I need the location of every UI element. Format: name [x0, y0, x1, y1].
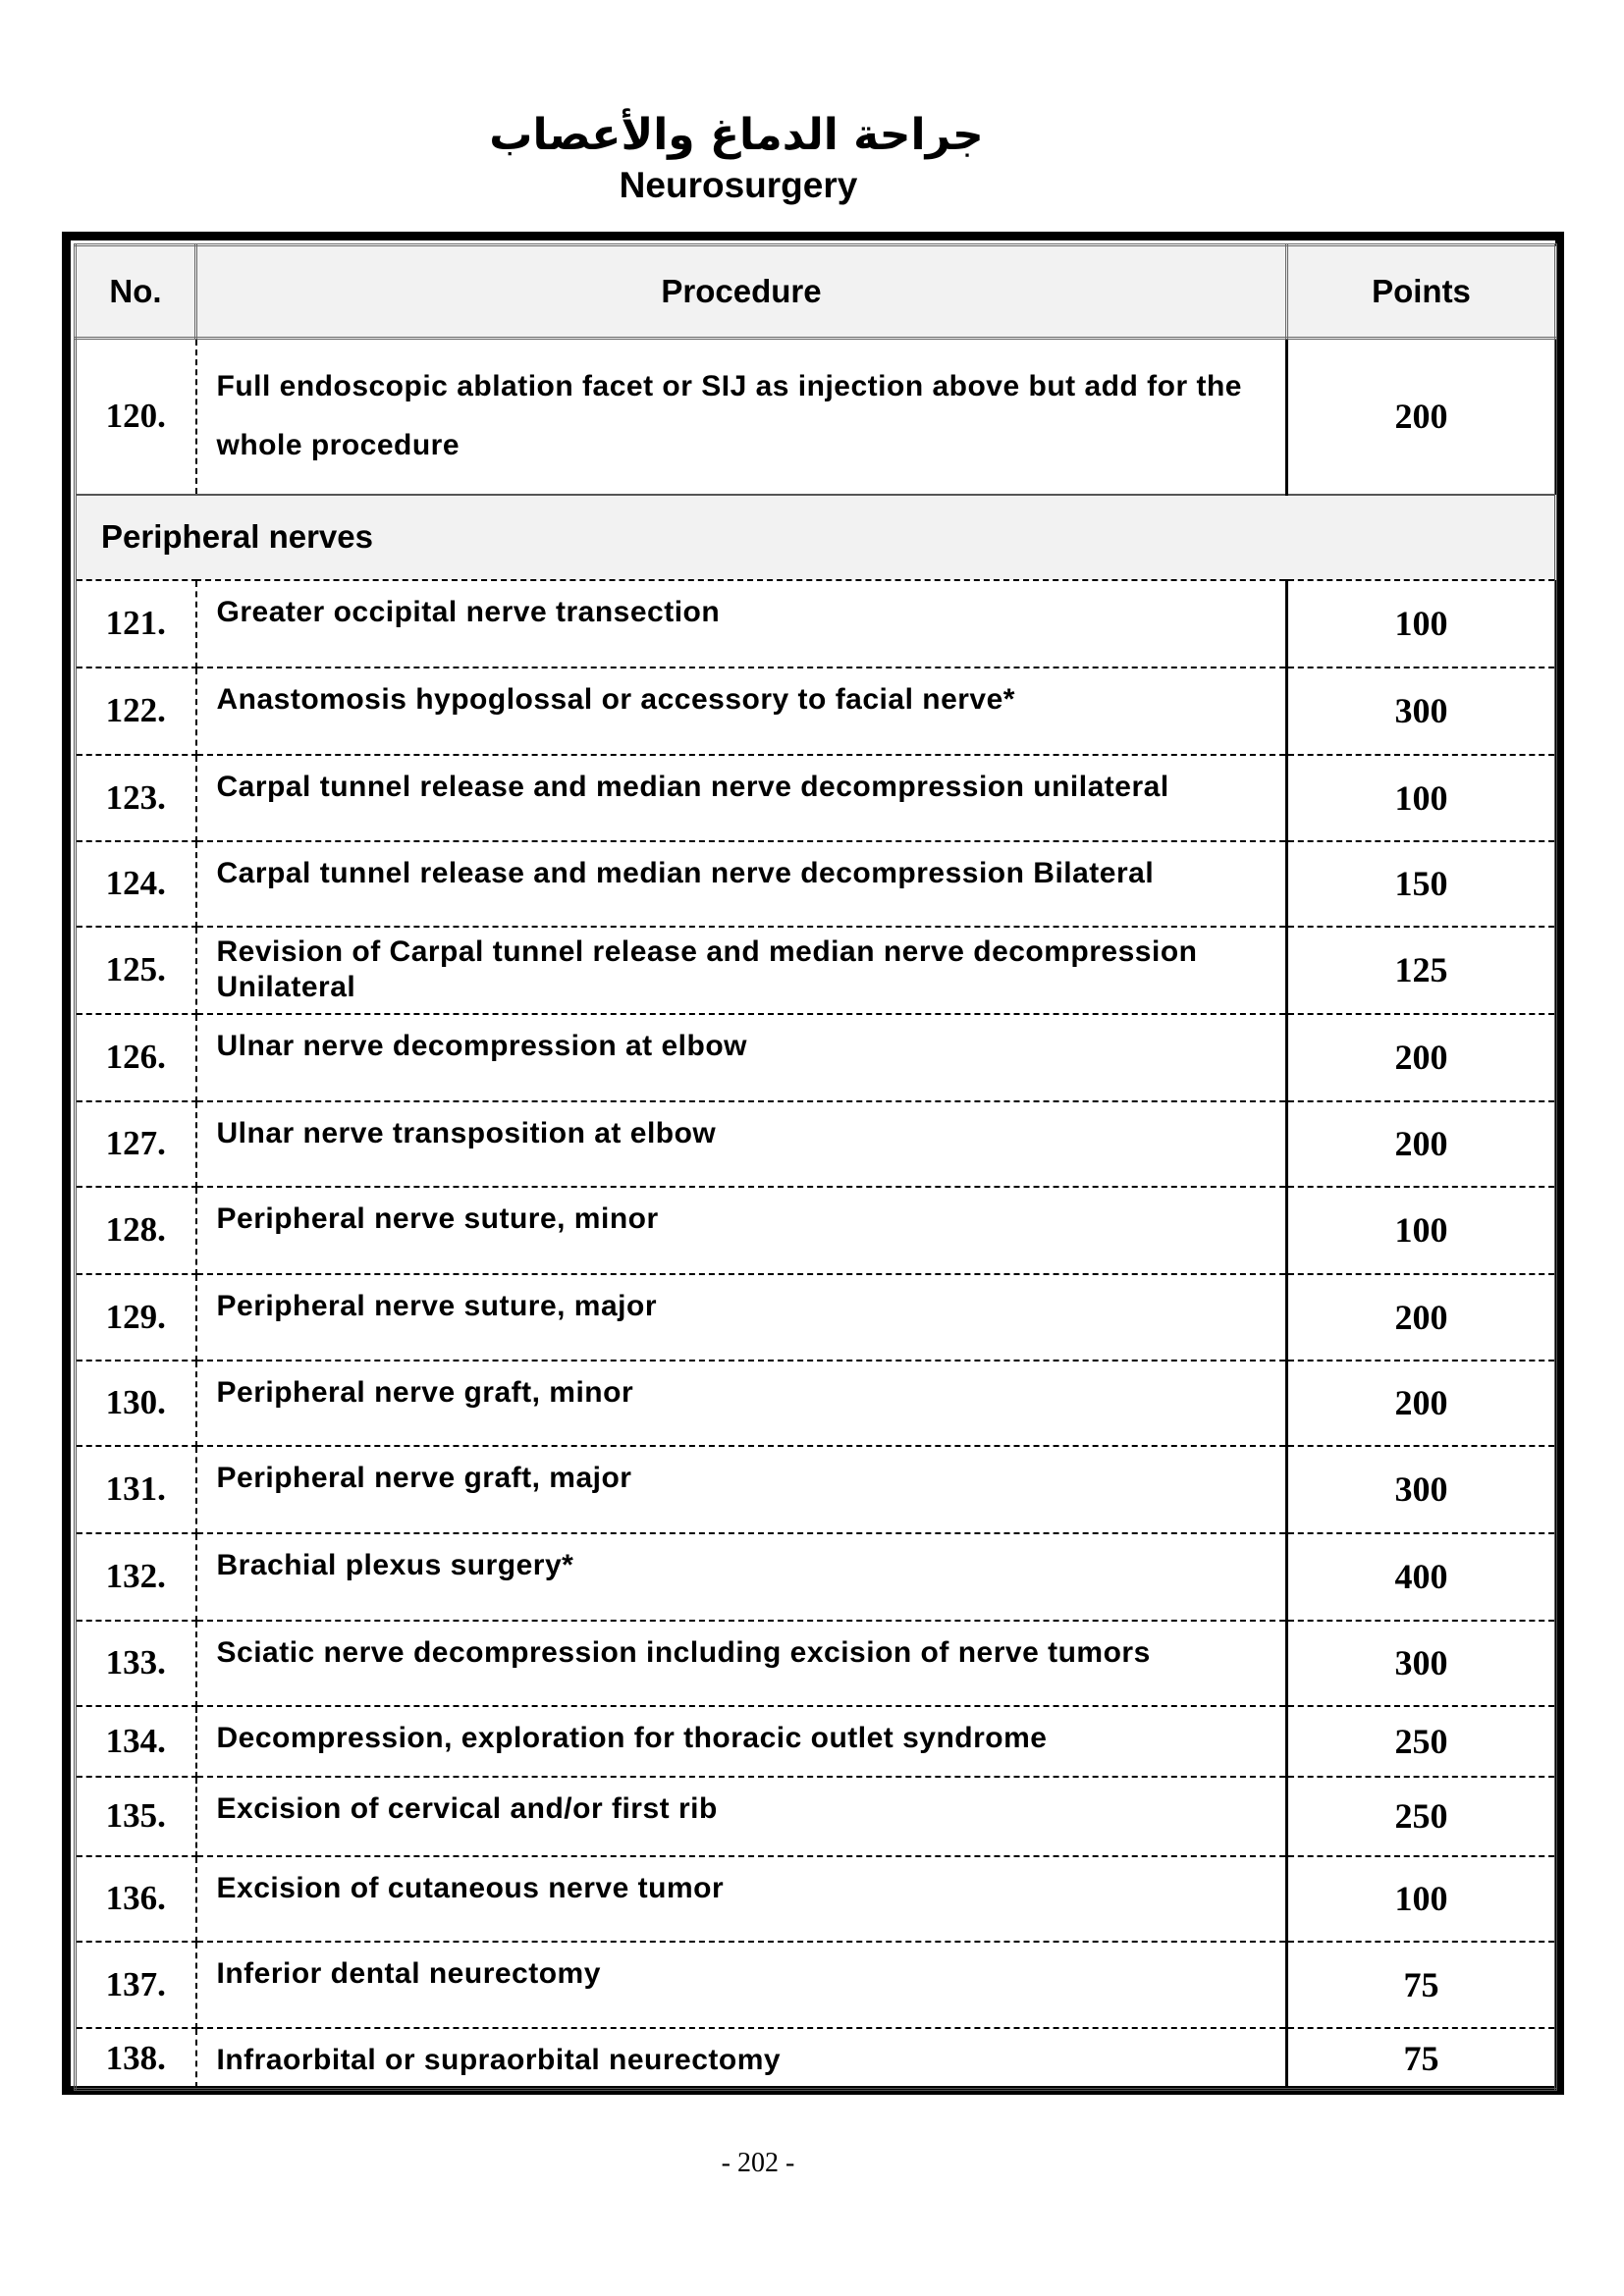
row-points: 200: [1287, 1361, 1556, 1446]
row-number: 124.: [76, 841, 196, 927]
row-points: 200: [1287, 1014, 1556, 1101]
row-points: 300: [1287, 1446, 1556, 1533]
row-procedure: Excision of cutaneous nerve tumor: [196, 1856, 1287, 1942]
table-row: [76, 1942, 1556, 2028]
row-procedure: Full endoscopic ablation facet or SIJ as injection above but add for the whole procedure: [196, 339, 1287, 495]
page-number: - 202 -: [721, 2148, 795, 2178]
row-number: 138.: [76, 2028, 196, 2090]
row-points: 200: [1287, 1101, 1556, 1187]
row-procedure: Greater occipital nerve transection: [196, 580, 1287, 667]
row-number: 129.: [76, 1274, 196, 1361]
column-header-procedure: Procedure: [196, 245, 1287, 339]
row-points: 300: [1287, 1621, 1556, 1706]
row-number: 133.: [76, 1621, 196, 1706]
row-procedure: Peripheral nerve suture, minor: [196, 1187, 1287, 1274]
table-row: [76, 339, 1556, 495]
row-procedure: Peripheral nerve suture, major: [196, 1274, 1287, 1361]
row-points: 400: [1287, 1533, 1556, 1621]
table-row: [76, 927, 1556, 1014]
row-points: 250: [1287, 1777, 1556, 1856]
row-points: 75: [1287, 2028, 1556, 2090]
row-number: 132.: [76, 1533, 196, 1621]
section-title: Peripheral nerves: [76, 495, 1556, 580]
table-row: [76, 1706, 1556, 1777]
row-points: 125: [1287, 927, 1556, 1014]
row-points: 100: [1287, 755, 1556, 841]
row-number: 134.: [76, 1706, 196, 1777]
table-row: [76, 1446, 1556, 1533]
row-points: 300: [1287, 667, 1556, 755]
row-number: 120.: [76, 339, 196, 495]
row-points: 100: [1287, 1187, 1556, 1274]
row-points: 200: [1287, 339, 1556, 495]
row-procedure: Excision of cervical and/or first rib: [196, 1777, 1287, 1856]
row-number: 127.: [76, 1101, 196, 1187]
table-header-row: [76, 245, 1556, 339]
row-procedure: Ulnar nerve transposition at elbow: [196, 1101, 1287, 1187]
row-number: 136.: [76, 1856, 196, 1942]
row-procedure: Peripheral nerve graft, minor: [196, 1361, 1287, 1446]
row-procedure: Sciatic nerve decompression including excision of nerve tumors: [196, 1621, 1287, 1706]
row-points: 75: [1287, 1942, 1556, 2028]
row-procedure: Inferior dental neurectomy: [196, 1942, 1287, 2028]
table-row: [76, 1274, 1556, 1361]
table-row: [76, 667, 1556, 755]
row-number: 123.: [76, 755, 196, 841]
row-procedure: Ulnar nerve decompression at elbow: [196, 1014, 1287, 1101]
row-number: 137.: [76, 1942, 196, 2028]
table-row: [76, 1533, 1556, 1621]
row-points: 100: [1287, 1856, 1556, 1942]
row-procedure: Carpal tunnel release and median nerve decompression Bilateral: [196, 841, 1287, 927]
table-row: [76, 1101, 1556, 1187]
procedures-table: [74, 243, 1557, 2091]
table-row: [76, 1621, 1556, 1706]
row-number: 126.: [76, 1014, 196, 1101]
row-number: 122.: [76, 667, 196, 755]
row-procedure: Peripheral nerve graft, major: [196, 1446, 1287, 1533]
table-row: [76, 841, 1556, 927]
row-number: 121.: [76, 580, 196, 667]
table-row: [76, 580, 1556, 667]
row-number: 131.: [76, 1446, 196, 1533]
table-row: [76, 1361, 1556, 1446]
row-number: 125.: [76, 927, 196, 1014]
row-number: 130.: [76, 1361, 196, 1446]
row-points: 150: [1287, 841, 1556, 927]
table-row: [76, 755, 1556, 841]
row-procedure: Revision of Carpal tunnel release and median nerve decompression Unilateral: [196, 927, 1287, 1014]
row-number: 135.: [76, 1777, 196, 1856]
row-points: 250: [1287, 1706, 1556, 1777]
row-number: 128.: [76, 1187, 196, 1274]
table-row: [76, 1777, 1556, 1856]
row-procedure: Infraorbital or supraorbital neurectomy: [196, 2028, 1287, 2090]
row-procedure: Decompression, exploration for thoracic outlet syndrome: [196, 1706, 1287, 1777]
column-header-points: Points: [1287, 245, 1556, 339]
row-procedure: Brachial plexus surgery*: [196, 1533, 1287, 1621]
row-points: 200: [1287, 1274, 1556, 1361]
row-procedure: Carpal tunnel release and median nerve decompression unilateral: [196, 755, 1287, 841]
column-header-no: No.: [76, 245, 196, 339]
page-title: Neurosurgery: [619, 165, 858, 205]
table-row: [76, 1187, 1556, 1274]
table-row: [76, 1856, 1556, 1942]
table-row: [76, 1014, 1556, 1101]
section-header-row: [76, 495, 1556, 580]
row-points: 100: [1287, 580, 1556, 667]
arabic-title: جراحة الدماغ والأعصاب: [489, 110, 984, 160]
row-procedure: Anastomosis hypoglossal or accessory to facial nerve*: [196, 667, 1287, 755]
table-row: [76, 2028, 1556, 2090]
